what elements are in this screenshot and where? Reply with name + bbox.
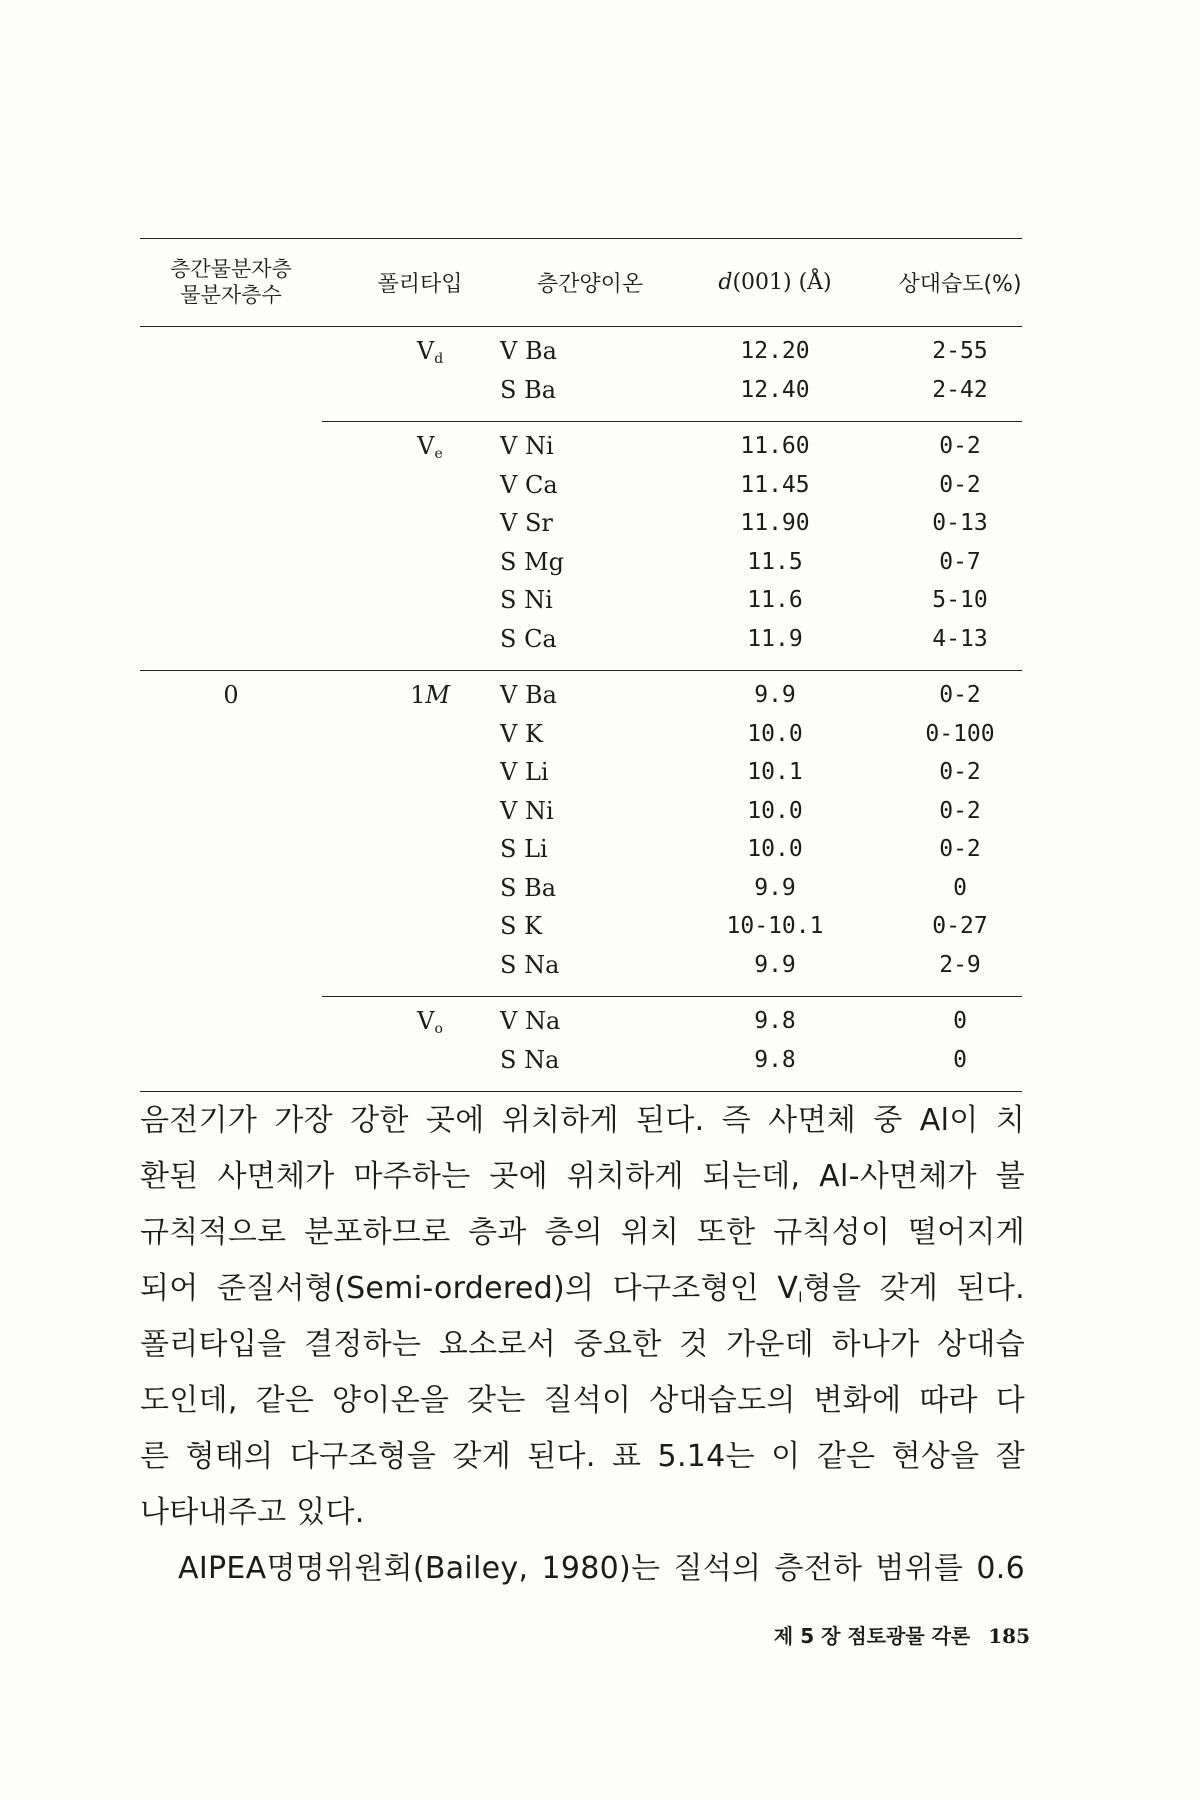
- cation-cell: V Ba: [500, 681, 557, 709]
- humidity-cell: 0-2: [939, 471, 981, 498]
- body-line: 른 형태의 다구조형을 갖게 된다. 표 5.14는 이 같은 현상을 잘: [140, 1439, 1025, 1474]
- header-water-layers: [140, 238, 322, 326]
- body-line: [140, 1261, 1025, 1317]
- polytype-cell: [350, 431, 510, 469]
- d-spacing-cell: 10.1: [747, 759, 803, 785]
- cation-cell: V Li: [500, 758, 549, 786]
- cation-cell: S Ba: [500, 873, 557, 902]
- polytype-subscript: o: [434, 1021, 443, 1037]
- d-spacing-cell: 12.20: [740, 338, 810, 364]
- d-spacing-cell: 9.9: [754, 951, 796, 978]
- humidity-cell: 0: [953, 1046, 967, 1073]
- body-line: 음전기가 가장 강한 곳에 위치하게 된다. 즉 사면체 중 Al이 치: [140, 1103, 1025, 1138]
- d-spacing-cell: 9.9: [754, 682, 796, 708]
- group-separator-rule: [140, 670, 1022, 671]
- header-bottom-rule: [140, 326, 1022, 327]
- d-spacing-cell: 9.8: [754, 1008, 796, 1034]
- page-footer: [700, 1620, 1030, 1649]
- body-line4-end: 형을 갖게 된다.: [802, 1271, 1025, 1306]
- polytype-cell: [350, 1006, 510, 1044]
- body-line4-subscript: I: [798, 1290, 803, 1306]
- cation-cell: S Ca: [500, 624, 557, 653]
- polytype-base: V: [417, 432, 435, 460]
- body-line: 규칙적으로 분포하므로 층과 층의 위치 또한 규칙성이 떨어지게: [140, 1215, 1025, 1250]
- chapter-title: 제 5 장 점토광물 각론: [773, 1624, 971, 1648]
- header-water-line1: 층간물분자층: [170, 257, 292, 281]
- cation-cell: S Ba: [500, 375, 557, 404]
- d-spacing-cell: 10.0: [747, 720, 803, 747]
- humidity-cell: 0-100: [925, 720, 995, 747]
- body-line: 환된 사면체가 마주하는 곳에 위치하게 되는데, Al-사면체가 불: [140, 1159, 1025, 1194]
- polytype-base: V: [417, 1007, 435, 1035]
- cation-cell: S K: [500, 912, 542, 940]
- header-interlayer-cation: 층간양이온: [536, 271, 644, 297]
- cation-cell: V Na: [500, 1007, 561, 1035]
- humidity-cell: 0: [953, 874, 967, 901]
- d-spacing-cell: 10-10.1: [726, 913, 824, 939]
- d-spacing-cell: 11.9: [747, 625, 803, 652]
- humidity-cell: 0-2: [939, 836, 981, 862]
- humidity-cell: 0: [953, 1008, 967, 1034]
- body-line: AIPEA명명위원회(Bailey, 1980)는 질석의 층전하 범위를 0.6: [178, 1551, 1025, 1586]
- polytype-italic: M: [425, 681, 450, 709]
- cation-cell: V Ni: [500, 432, 554, 460]
- body-line: 도인데, 같은 양이온을 갖는 질석이 상대습도의 변화에 따라 다: [140, 1383, 1025, 1418]
- polytype-subscript: e: [434, 446, 443, 462]
- cation-cell: V Ca: [500, 470, 558, 499]
- humidity-cell: 0-2: [939, 797, 981, 824]
- humidity-cell: 4-13: [932, 625, 988, 652]
- header-relative-humidity: 상대습도(%): [898, 271, 1022, 297]
- humidity-cell: 0-2: [939, 433, 981, 459]
- cation-cell: V Sr: [500, 509, 553, 537]
- polytype-base: V: [416, 337, 435, 365]
- d-spacing-cell: 12.40: [740, 376, 810, 403]
- humidity-cell: 2-9: [939, 951, 981, 978]
- cation-cell: S Mg: [500, 547, 565, 576]
- cation-cell: V Ba: [500, 337, 557, 365]
- humidity-cell: 0-7: [939, 548, 981, 575]
- cation-cell: S Na: [500, 1045, 560, 1074]
- cation-cell: S Li: [500, 835, 548, 863]
- cation-cell: V Ni: [500, 796, 554, 825]
- page-number: 185: [988, 1624, 1030, 1648]
- polytype-subscript: d: [434, 351, 444, 367]
- polytype-cell: [350, 680, 510, 710]
- header-d-unit: (001) (Å): [732, 269, 832, 295]
- humidity-cell: 0-13: [932, 510, 988, 536]
- d-spacing-cell: 10.0: [747, 836, 803, 862]
- humidity-cell: 0-2: [939, 682, 981, 708]
- header-polytype: 폴리타입: [377, 271, 463, 297]
- cation-cell: V K: [500, 719, 543, 748]
- d-spacing-cell: 9.8: [754, 1046, 796, 1073]
- body-line4-start: 되어 준질서형(Semi-ordered)의 다구조형인 V: [140, 1271, 799, 1306]
- polytype-cell: [350, 336, 510, 374]
- humidity-cell: 2-55: [932, 338, 988, 364]
- body-text: [140, 1093, 1025, 1597]
- polytype-base: 1: [410, 681, 426, 709]
- header-water-line2: 물분자층수: [180, 283, 282, 307]
- table-bottom-rule: [140, 1091, 1022, 1092]
- d-spacing-cell: 9.9: [754, 874, 796, 901]
- d-spacing-cell: 11.45: [740, 471, 810, 498]
- group-separator-rule: [322, 421, 1022, 422]
- humidity-cell: 0-27: [932, 913, 988, 939]
- humidity-cell: 2-42: [932, 376, 988, 403]
- d-spacing-cell: 11.90: [740, 510, 810, 536]
- body-line: 폴리타입을 결정하는 요소로서 중요한 것 가운데 하나가 상대습: [140, 1327, 1025, 1362]
- humidity-cell: 0-2: [939, 759, 981, 785]
- body-line: 나타내주고 있다.: [140, 1495, 365, 1530]
- humidity-cell: 5-10: [932, 587, 988, 613]
- d-spacing-cell: 11.5: [747, 548, 803, 575]
- d-spacing-cell: 10.0: [747, 797, 803, 824]
- group-separator-rule: [322, 996, 1022, 997]
- d-spacing-cell: 11.60: [740, 433, 810, 459]
- water-layer-cell: 0: [223, 681, 239, 709]
- cation-cell: S Ni: [500, 586, 553, 614]
- cation-cell: S Na: [500, 950, 560, 979]
- header-d-symbol: d: [718, 269, 733, 295]
- d-spacing-cell: 11.6: [747, 587, 803, 613]
